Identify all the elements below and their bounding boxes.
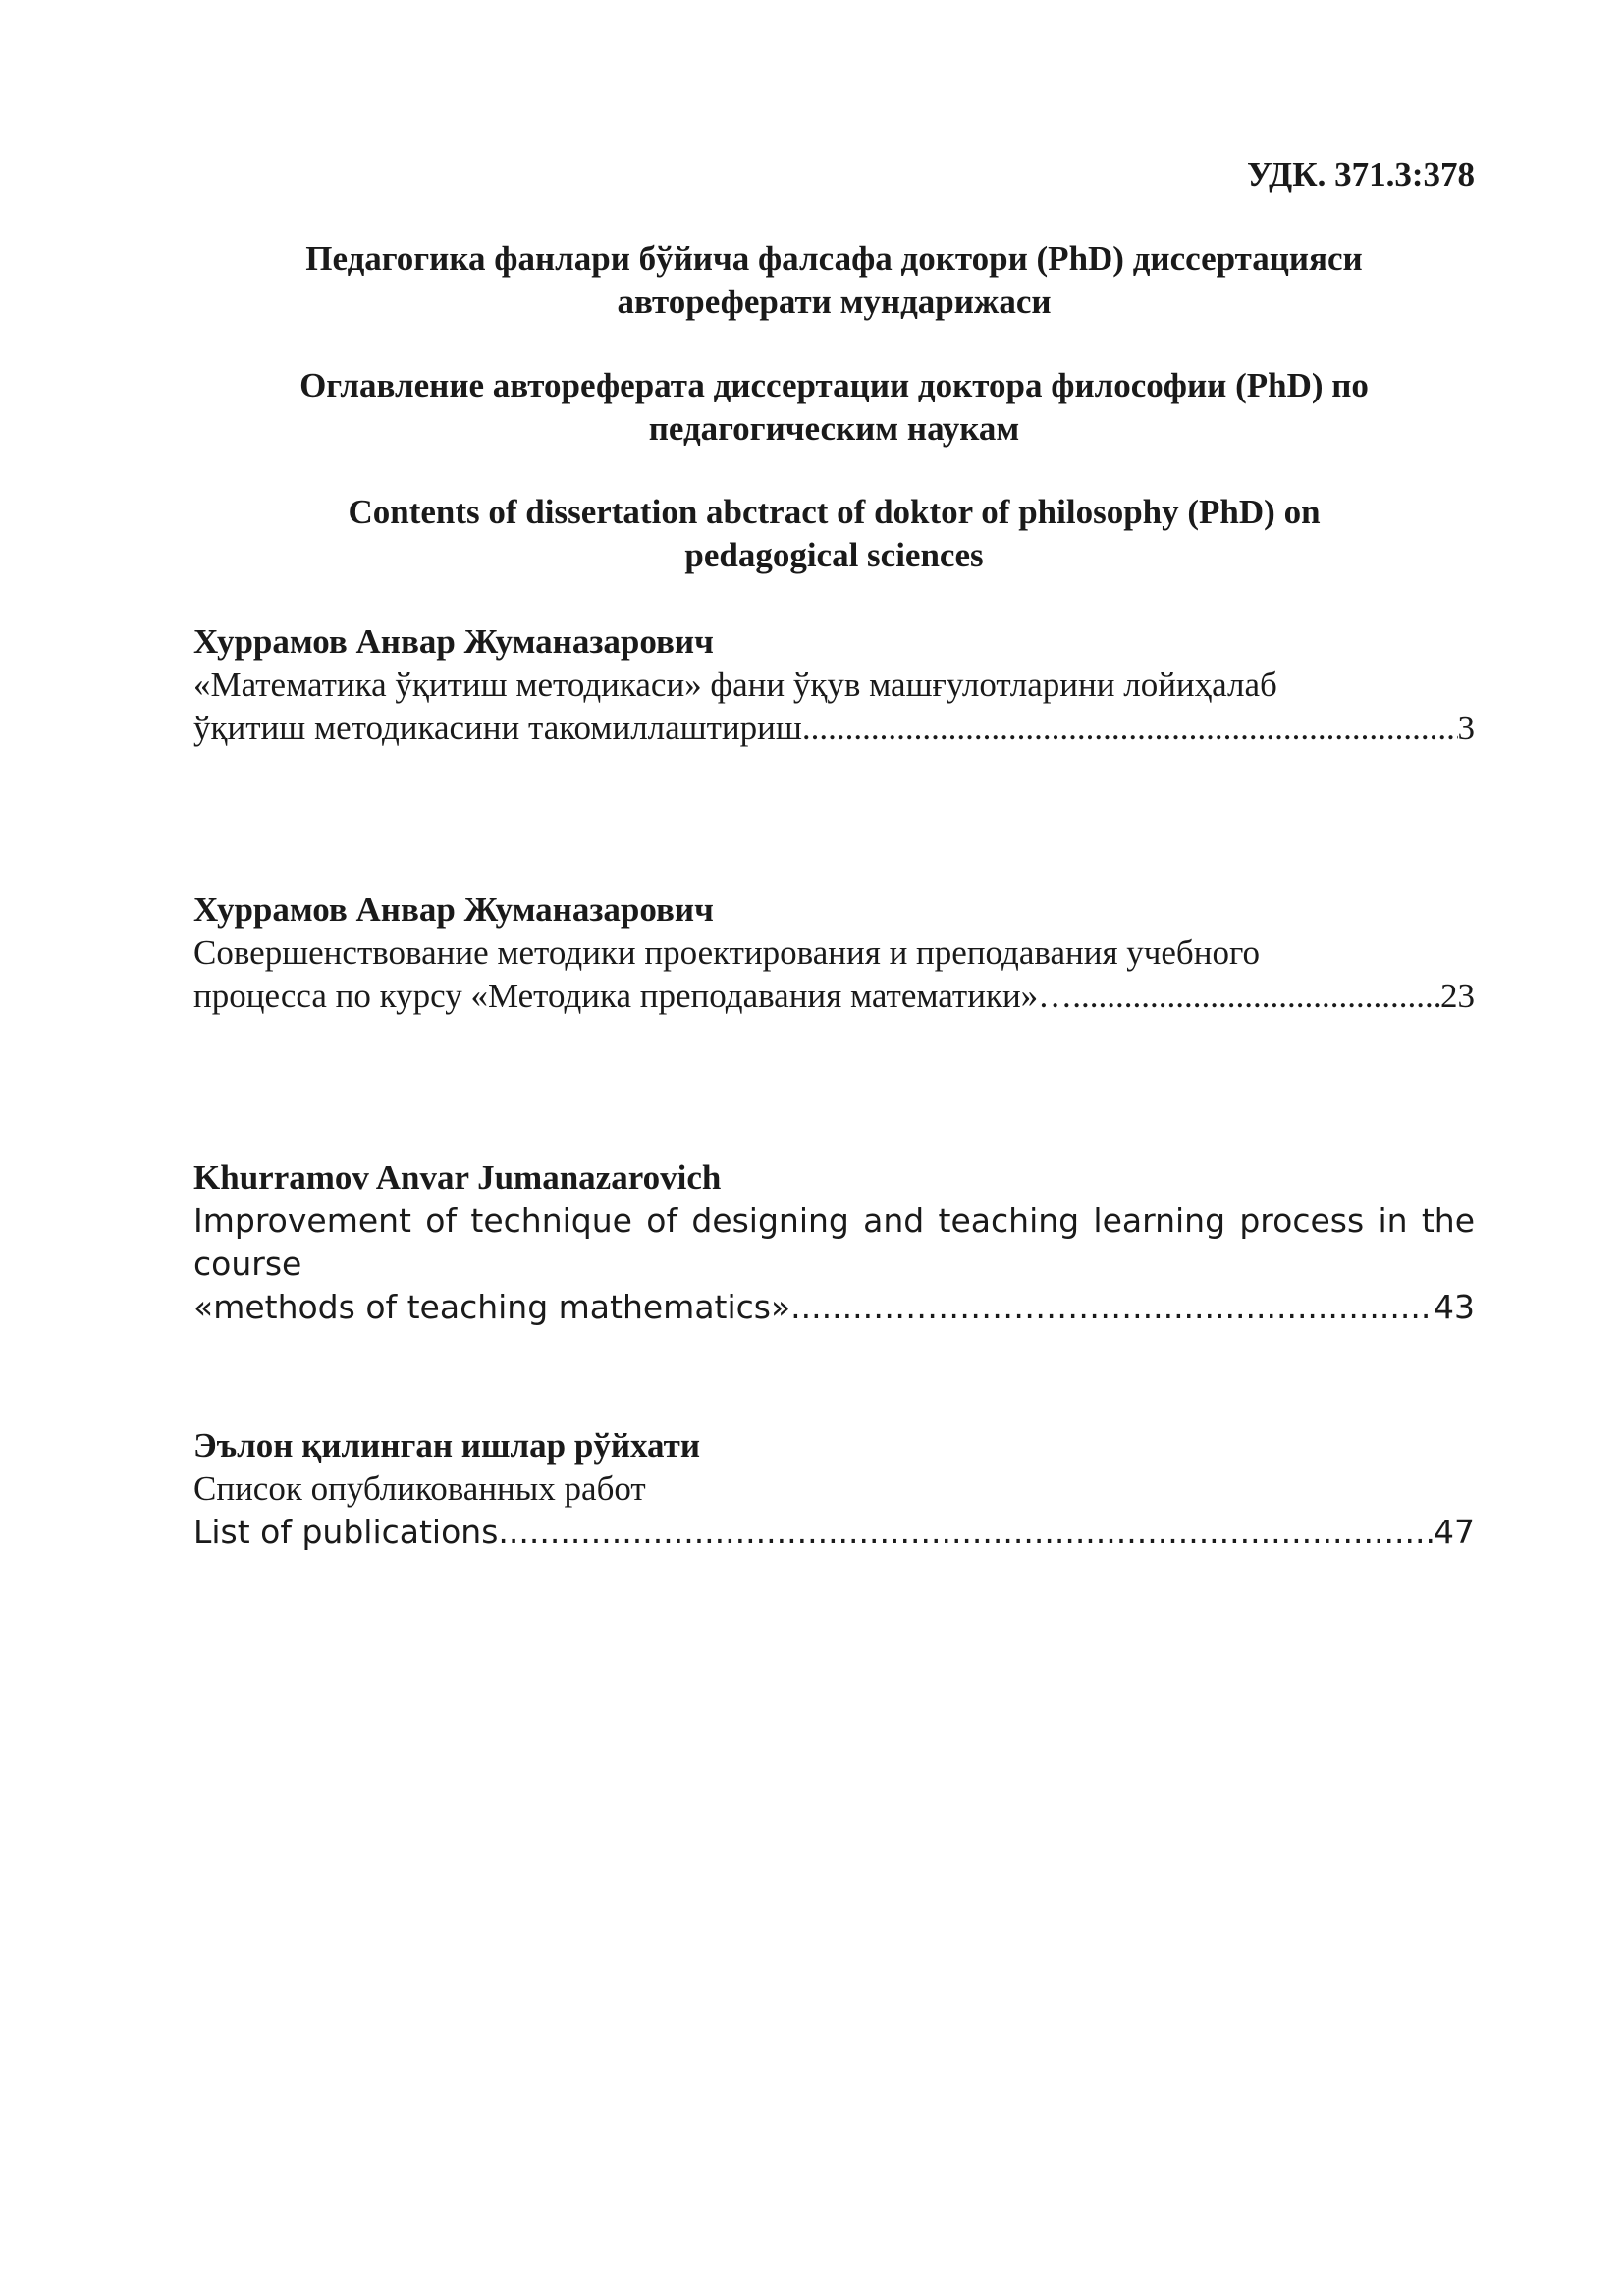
toc-entry-author: Khurramov Anvar Jumanazarovich — [193, 1158, 722, 1197]
dot-leader — [802, 707, 1458, 750]
toc-entry-title-line-2 — [193, 975, 1475, 1018]
toc-entry-author: Хуррамов Анвар Жуманазарович — [193, 890, 714, 929]
heading-uzbek-line-1: Педагогика фанлари бўйича фалсафа доктори (PhD) диссертацияси — [305, 240, 1363, 278]
dot-leader — [1132, 1286, 1434, 1329]
toc-entry-title-line-1: Совершенствование методики проектирования и преподавания учебного — [193, 934, 1260, 972]
document-page — [193, 0, 1475, 2296]
heading-english — [193, 491, 1475, 577]
toc-entry-title-text: «methods of teaching mathematics»........…………………… — [193, 1288, 1133, 1326]
toc-entry-title-text: ўқитиш методикасини такомиллаштириш — [193, 709, 802, 747]
toc-entry-heading: Эълон қилинган ишлар рўйхати — [193, 1426, 700, 1465]
heading-uzbek-line-2: автореферати мундарижаси — [617, 283, 1052, 321]
toc-entry-title-text: процесса по курсу «Методика преподавания математики»… — [193, 977, 1073, 1015]
toc-entry-2 — [193, 888, 1475, 1018]
toc-entry-title-line-1: «Математика ўқитиш методикаси» фани ўқув машғулотларини лойиҳалаб — [193, 666, 1277, 704]
toc-entry-4 — [193, 1424, 1475, 1554]
udk-code: УДК. 371.3:378 — [1246, 155, 1475, 193]
dot-leader — [1072, 975, 1440, 1018]
heading-english-line-1: Contents of dissertation abctract of doktor of philosophy (PhD) on — [348, 493, 1321, 531]
toc-entry-page-number: 47 — [1434, 1513, 1475, 1551]
heading-english-line-2: pedagogical sciences — [684, 536, 984, 574]
heading-uzbek — [193, 238, 1475, 324]
toc-entry-author: Хуррамов Анвар Жуманазарович — [193, 622, 714, 661]
toc-entry-1 — [193, 620, 1475, 750]
toc-entry-page-number: 43 — [1434, 1288, 1475, 1326]
toc-entry-title-line-2 — [193, 1286, 1475, 1329]
toc-entry-subtitle: Список опубликованных работ — [193, 1469, 646, 1508]
toc-entry-page-number: 3 — [1457, 709, 1475, 747]
heading-russian-line-2: педагогическим наукам — [648, 409, 1020, 448]
toc-entry-title-line-2 — [193, 707, 1475, 750]
toc-entry-title-line-2 — [193, 1511, 1475, 1554]
heading-russian — [193, 364, 1475, 451]
toc-entry-title-text: List of publications — [193, 1513, 499, 1551]
dot-leader — [498, 1511, 1434, 1554]
toc-entry-title-line-1: Improvement of technique of designing and teaching learning process in the course — [193, 1201, 1475, 1283]
heading-russian-line-1: Оглавление автореферата диссертации доктора философии (PhD) по — [299, 366, 1369, 404]
toc-entry-3 — [193, 1156, 1475, 1329]
toc-entry-page-number: 23 — [1440, 977, 1475, 1015]
